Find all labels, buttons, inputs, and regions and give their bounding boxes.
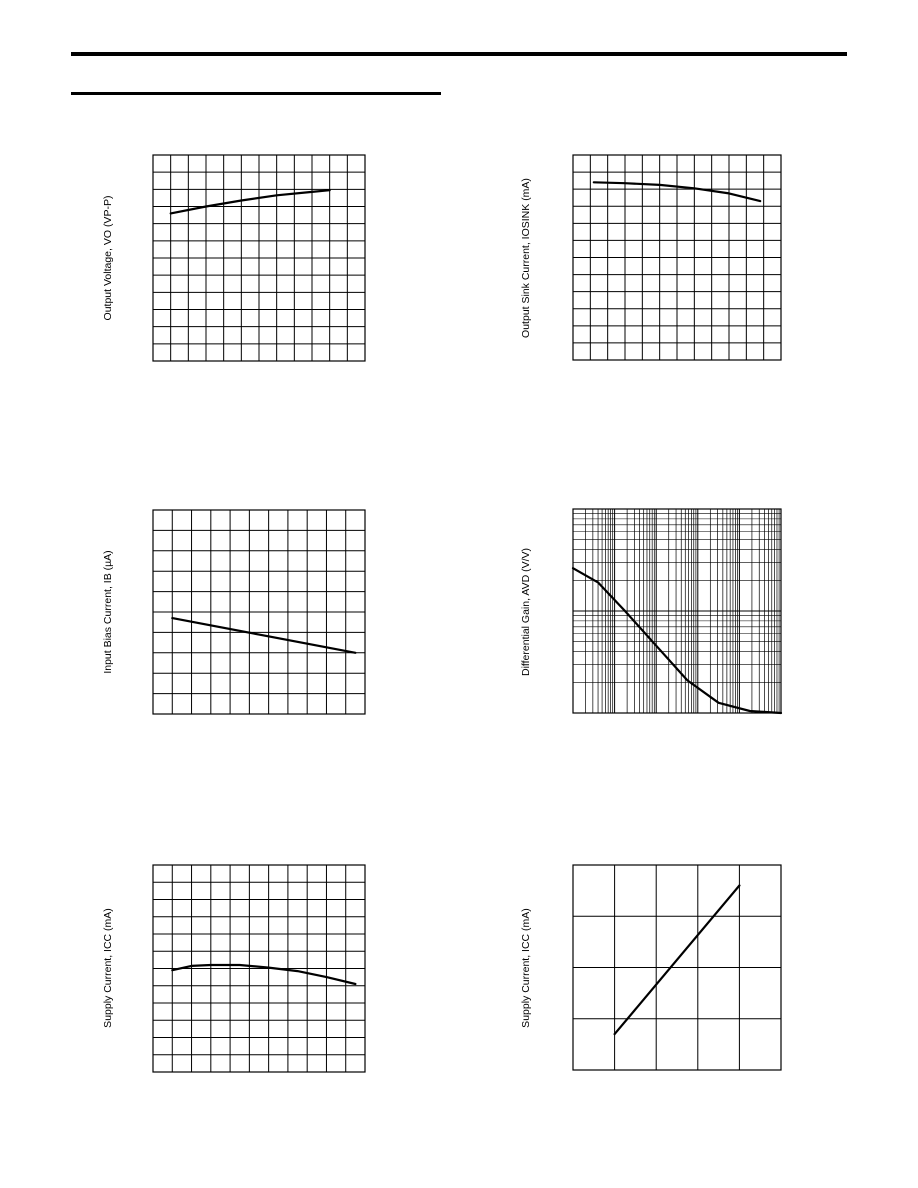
chart-5-series-1-line (172, 965, 355, 984)
chart-6-series-1-line (615, 886, 740, 1035)
chart-6-ylabel: Supply Current, ICC (mA) (520, 908, 532, 1028)
chart-4-ylabel: Differential Gain, AVD (V/V) (520, 548, 532, 676)
chart-3-series-1-line (172, 618, 355, 653)
chart-5-ylabel: Supply Current, ICC (mA) (102, 908, 114, 1028)
chart-2-ylabel: Output Sink Current, IOSINK (mA) (520, 178, 532, 338)
chart-3-ylabel: Input Bias Current, IB (µA) (102, 550, 114, 674)
chart-1-series-1-line (171, 190, 330, 213)
chart-4-series-1-line (573, 568, 781, 713)
chart-1-ylabel: Output Voltage, VO (VP-P) (102, 195, 114, 321)
